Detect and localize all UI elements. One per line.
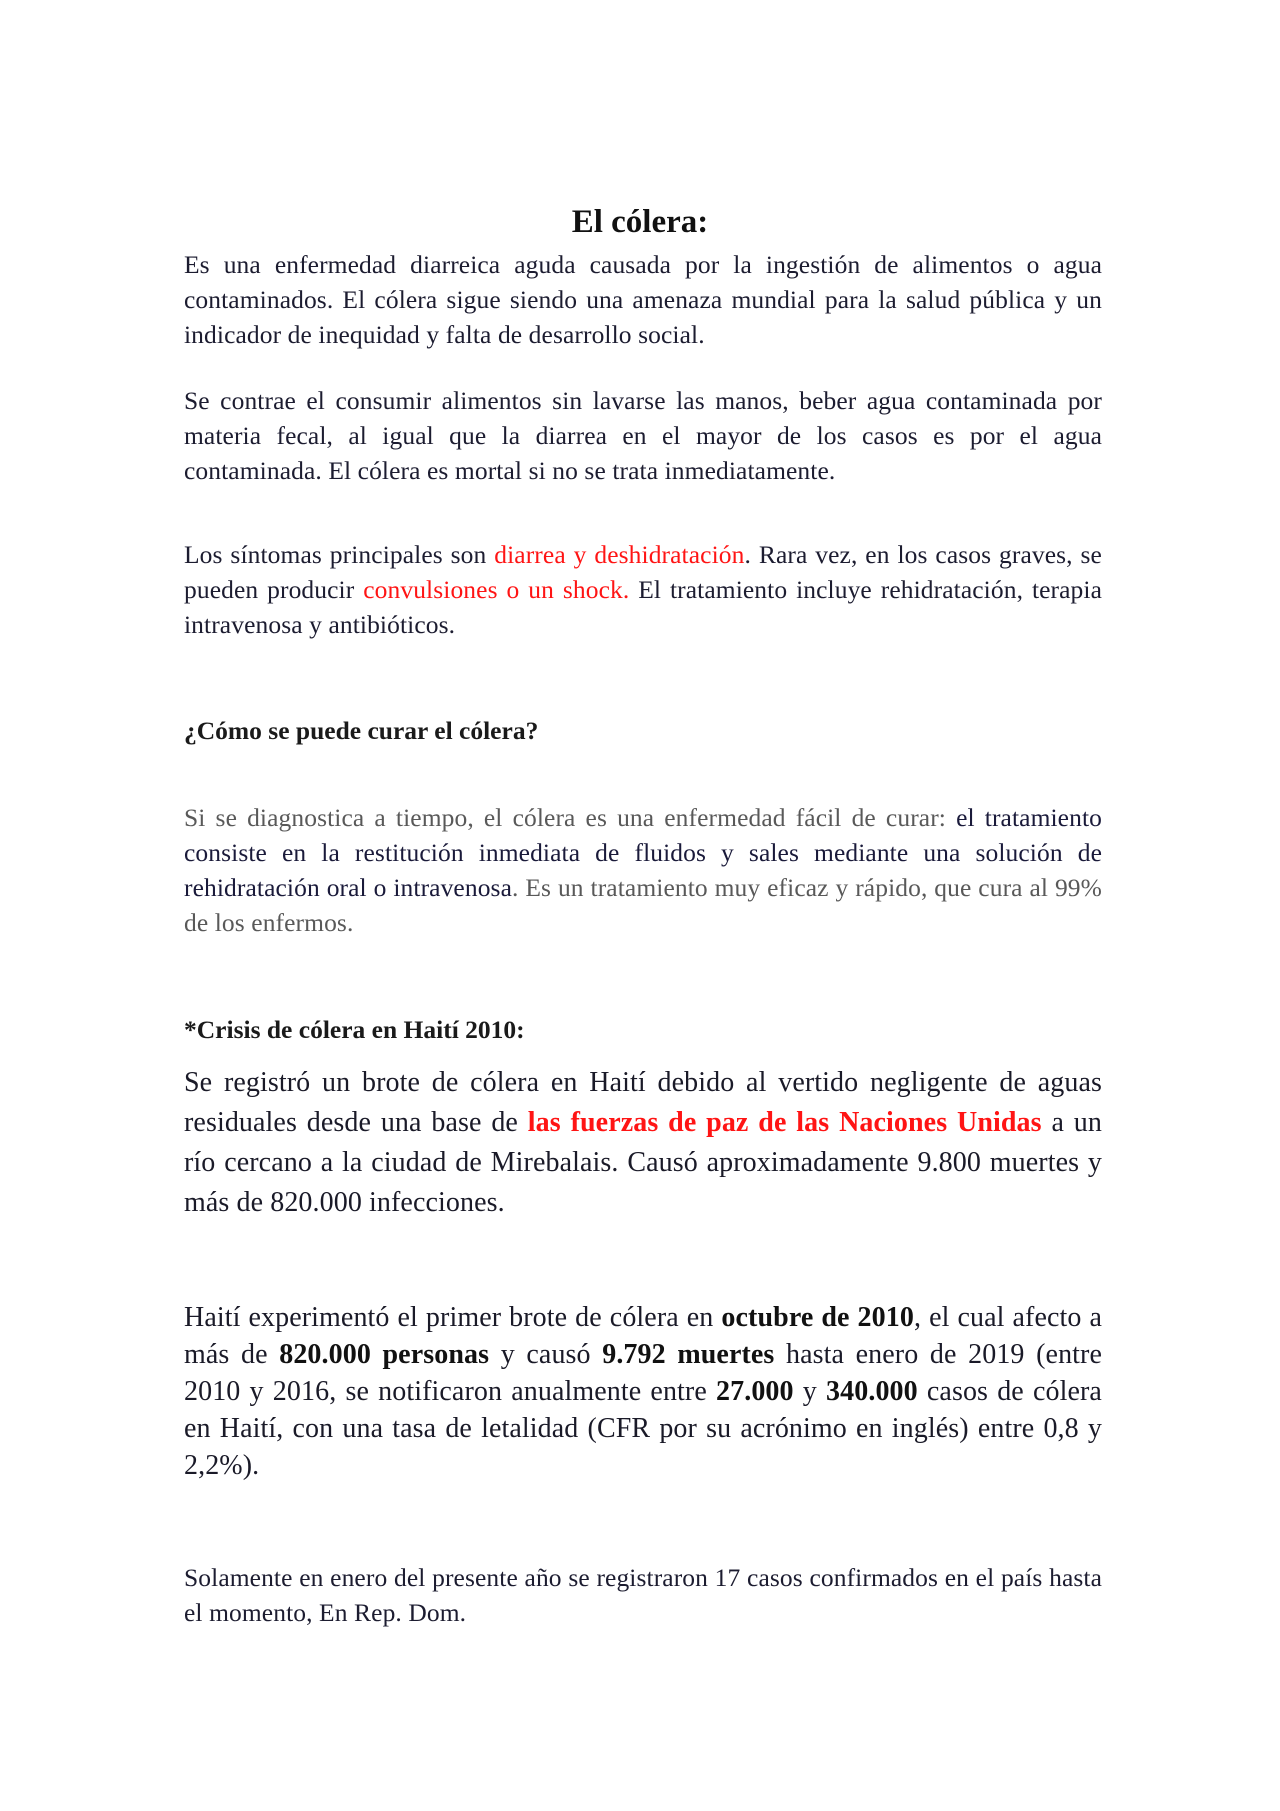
symptoms-text: . Rara vez, en los casos graves, se pueden producir (184, 540, 1102, 604)
cure-text: . Es un tratamiento muy eficaz y rápido, que cura al 99% de los enfermos. (184, 873, 1102, 937)
un-forces-highlight: las fuerzas de paz de las Naciones Unidas (527, 1107, 1042, 1138)
stats-bold: 27.000 (716, 1376, 794, 1407)
contagion-paragraph: Se contrae el consumir alimentos sin lavarse las manos, beber agua contaminada por materia fecal, al igual que la diarrea en el mayor de los casos es por el agua contaminada. El cólera es mortal si no se trata inmediatamente. (184, 386, 1102, 485)
stats-text: y (793, 1376, 827, 1407)
symptoms-highlight: convulsiones o un shock. (363, 575, 630, 604)
haiti-outbreak-paragraph (184, 1063, 1102, 1223)
haiti-text: Se registró un brote de cólera en Haití debido al vertido negligente de aguas residuales desde una base de (184, 1067, 1102, 1138)
cure-text: Si se diagnostica a tiempo, el cólera es una enfermedad fácil de curar: (184, 803, 957, 832)
symptoms-paragraph (184, 537, 1102, 642)
haiti-stats-paragraph (184, 1299, 1102, 1484)
haiti-text: a un río cercano a la ciudad de Mirebalais. Causó aproximadamente 9.800 muertes y más de 820.000 infecciones. (184, 1107, 1103, 1218)
stats-text: casos de cólera en Haití, con una tasa de letalidad (CFR por su acrónimo en inglés) entre 0,8 y 2,2%). (184, 1376, 1102, 1481)
stats-bold: 9.792 muertes (602, 1339, 775, 1370)
cure-paragraph (184, 800, 1102, 940)
cure-treatment-text: el tratamiento consiste en la restitución inmediata de fluidos y sales mediante una solución de rehidratación oral o intravenosa (184, 803, 1102, 902)
stats-bold: 340.000 (826, 1376, 918, 1407)
stats-text: , el cual afecto a más de (184, 1302, 1103, 1370)
stats-bold: octubre de 2010 (721, 1302, 914, 1333)
haiti-heading: *Crisis de cólera en Haití 2010: (184, 1015, 525, 1044)
dominican-paragraph: Solamente en enero del presente año se registraron 17 casos confirmados en el país hasta el momento, En Rep. Dom. (184, 1563, 1102, 1627)
stats-text: hasta enero de 2019 (entre 2010 y 2016, se notificaron anualmente entre (184, 1339, 1103, 1407)
stats-text: Haití experimentó el primer brote de cólera en (184, 1302, 722, 1333)
stats-text: y causó (489, 1339, 603, 1370)
cure-heading: ¿Cómo se puede curar el cólera? (184, 716, 539, 745)
intro-paragraph: Es una enfermedad diarreica aguda causada por la ingestión de alimentos o agua contaminados. El cólera sigue siendo una amenaza mundial para la salud pública y un indicador de inequidad y falta de desarrollo social. (184, 250, 1102, 349)
document-title: El cólera: (571, 204, 709, 240)
stats-bold: 820.000 personas (279, 1339, 490, 1370)
symptoms-highlight: diarrea y deshidratación (494, 540, 745, 569)
symptoms-text: El tratamiento incluye rehidratación, terapia intravenosa y antibióticos. (184, 575, 1103, 639)
symptoms-text: Los síntomas principales son (184, 540, 495, 569)
